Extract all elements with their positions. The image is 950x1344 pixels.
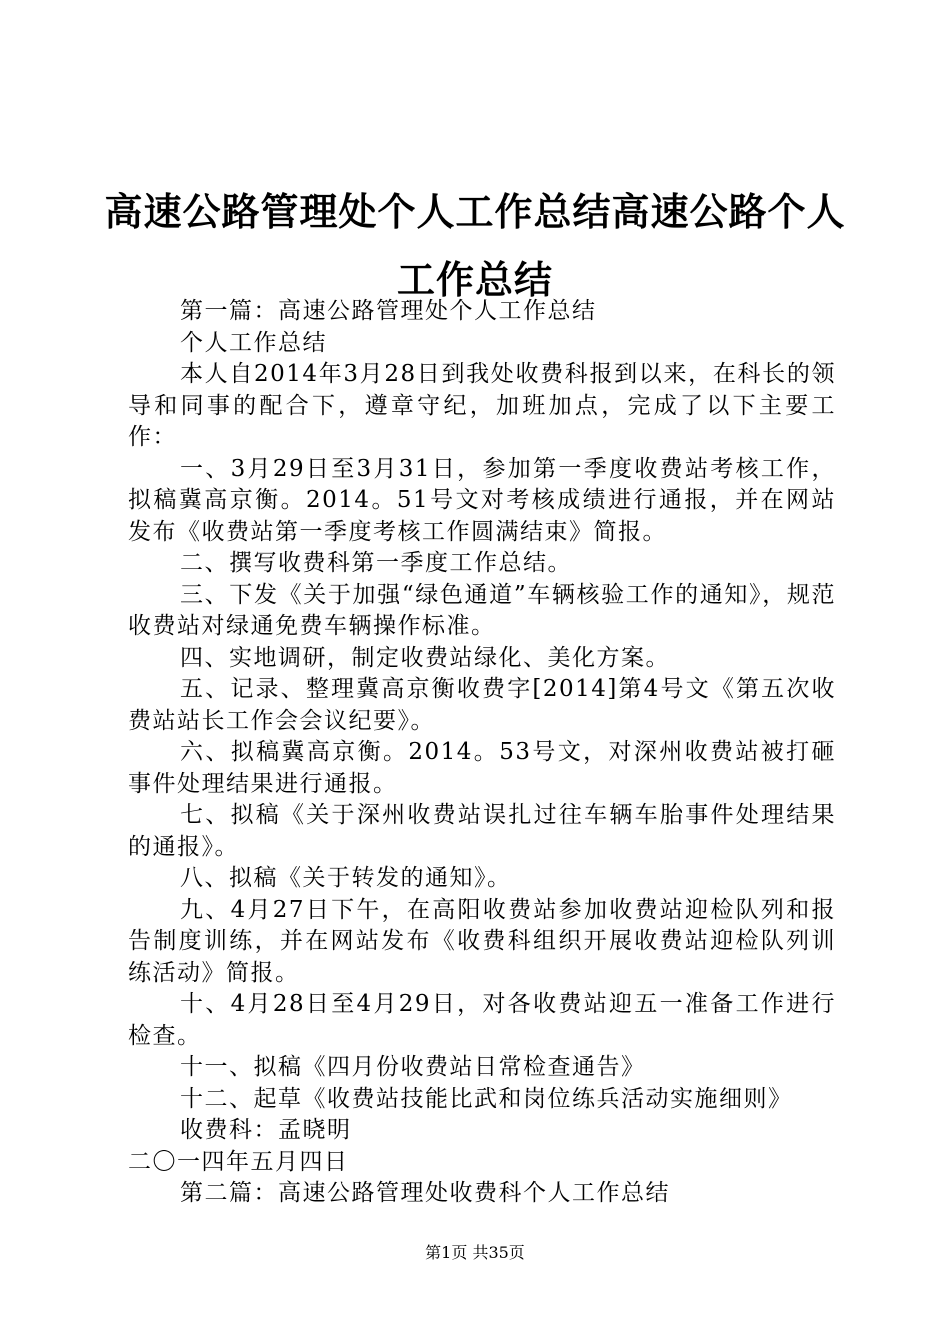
work-item-2: 二、撰写收费科第一季度工作总结。 [180,550,572,576]
work-item-9: 九、4月27日下午，在高阳收费站参加收费站迎检队列和报告制度训练，并在网站发布《收费科组织开展收费站迎检队列训练活动》简报。 [128,896,836,986]
work-item-1: 一、3月29日至3月31日，参加第一季度收费站考核工作，拟稿冀高京衡。2014。51号文对考核成绩进行通报，并在网站发布《收费站第一季度考核工作圆满结束》简报。 [128,455,836,545]
intro-paragraph: 本人自2014年3月28日到我处收费科报到以来，在科长的领导和同事的配合下，遵章守纪，加班加点，完成了以下主要工作： [128,361,836,450]
work-item-4: 四、实地调研，制定收费站绿化、美化方案。 [180,644,670,671]
work-item-12: 十二、起草《收费站技能比武和岗位练兵活动实施细则》 [180,1085,793,1112]
section-heading-1: 第一篇：高速公路管理处个人工作总结 [180,298,597,324]
signature-name: 收费科：孟晓明 [180,1117,352,1143]
work-item-7: 七、拟稿《关于深州收费站误扎过往车辆车胎事件处理结果的通报》。 [128,802,836,860]
page-number: 第1页 共35页 [425,1243,525,1262]
work-item-10: 十、4月28日至4月29日，对各收费站迎五一准备工作进行检查。 [128,991,836,1049]
subheading: 个人工作总结 [180,329,327,356]
work-item-6: 六、拟稿冀高京衡。2014。53号文，对深州收费站被打砸事件处理结果进行通报。 [128,739,836,797]
signature-date: 二〇一四年五月四日 [128,1148,349,1175]
work-item-11: 十一、拟稿《四月份收费站日常检查通告》 [180,1054,646,1080]
document-title: 高速公路管理处个人工作总结高速公路个人工作总结 [104,190,846,302]
section-heading-2: 第二篇：高速公路管理处收费科个人工作总结 [180,1180,670,1206]
document-body [128,296,836,1210]
work-item-5: 五、记录、整理冀高京衡收费字[2014]第4号文《第五次收费站站长工作会会议纪要》。 [128,676,836,734]
work-item-3: 三、下发《关于加强“绿色通道”车辆核验工作的通知》，规范收费站对绿通免费车辆操作标准。 [128,581,836,639]
work-item-8: 八、拟稿《关于转发的通知》。 [180,865,512,891]
